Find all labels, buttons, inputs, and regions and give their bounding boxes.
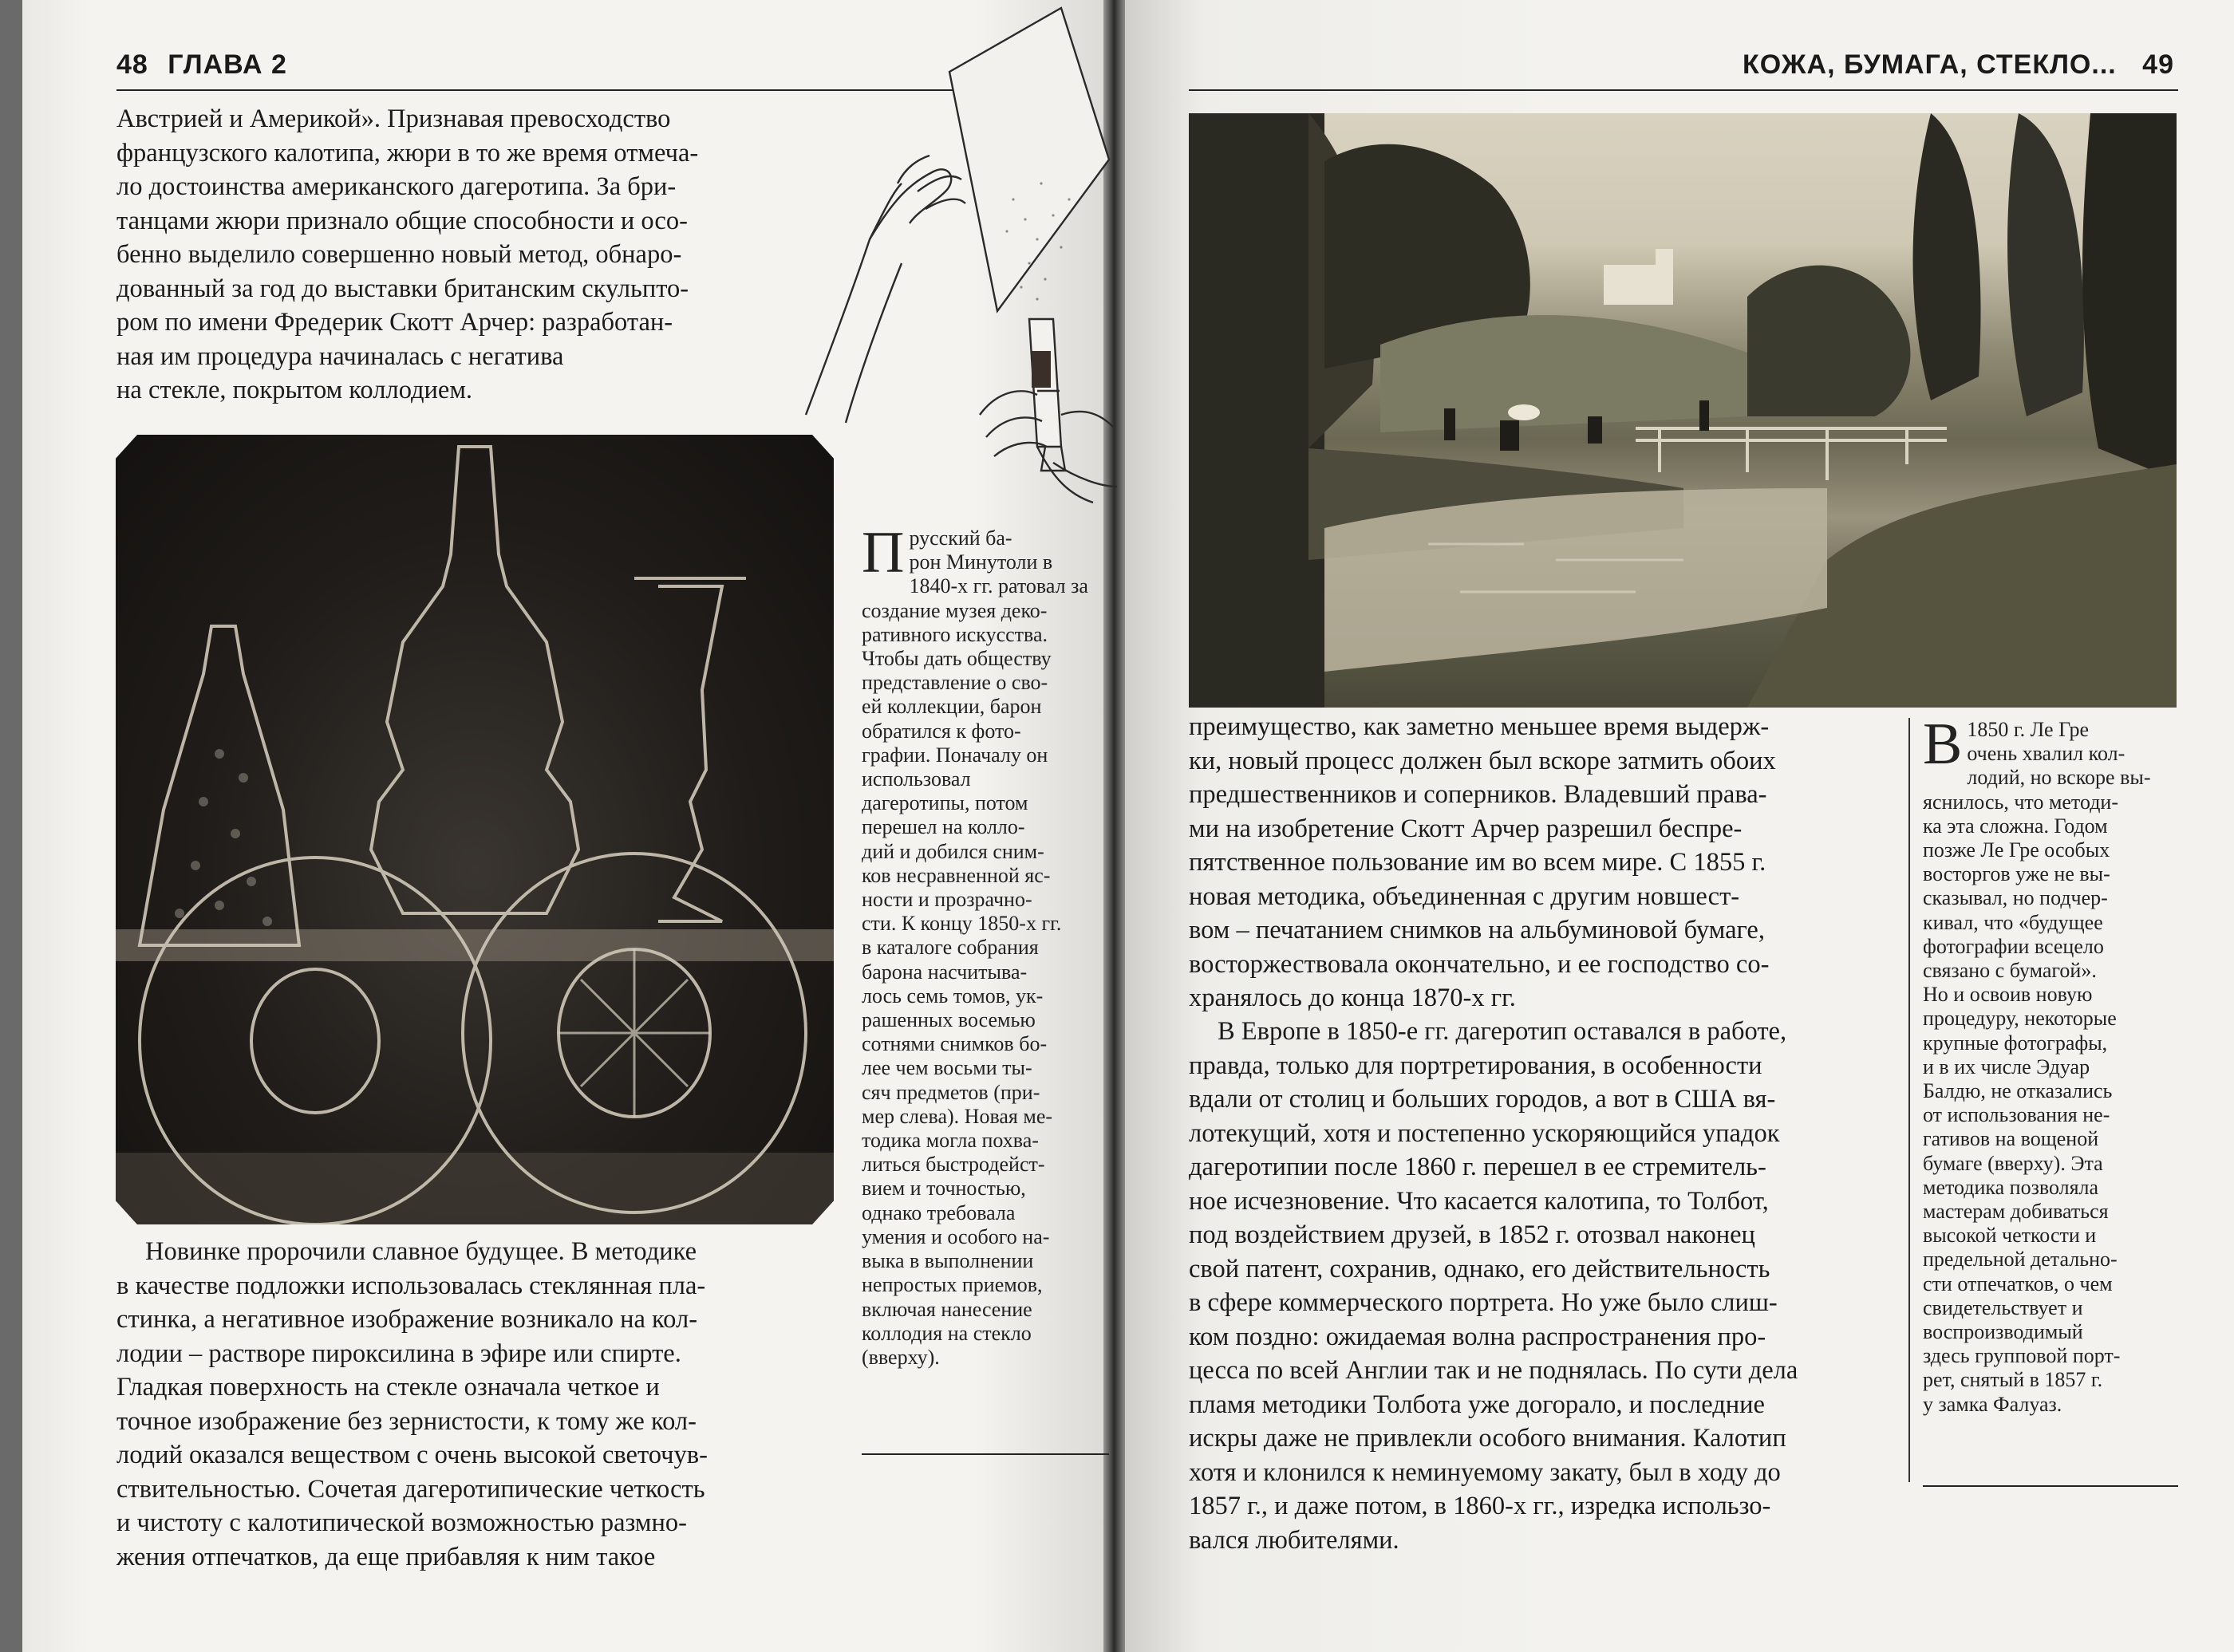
caption-line: барона насчитыва- — [862, 960, 1028, 984]
caption-line: лодий, но вскоре вы- — [1967, 766, 2151, 790]
caption-line: кивал, что «будущее — [1923, 910, 2103, 934]
text-line: дагеротипии после 1860 г. перешел в ее стремитель- — [1189, 1153, 1766, 1181]
caption-line: процедуру, некоторые — [1923, 1007, 2117, 1031]
text-line: и чистоту с калотипической возможностью размно- — [116, 1508, 687, 1537]
caption-line: мастерам добиваться — [1923, 1200, 2109, 1224]
text-line: ло достоинства американского дагеротипа. За бри- — [116, 172, 677, 201]
caption-line: ности и прозрачно- — [862, 888, 1032, 912]
caption-line: сти отпечатков, о чем — [1923, 1272, 2113, 1295]
caption-line: здесь групповой порт- — [1923, 1344, 2121, 1368]
caption-line: в каталоге собрания — [862, 936, 1039, 960]
caption-line: и в их числе Эдуар — [1923, 1055, 2090, 1078]
text-line: в качестве подложки использовалась стеклянная пла- — [116, 1271, 706, 1300]
caption-line: фотографии всецело — [1923, 934, 2104, 958]
caption-line: перешел на колло- — [862, 815, 1025, 839]
text-line: Новинке пророчили славное будущее. В методике — [145, 1237, 697, 1266]
text-line: Австрией и Америкой». Признавая превосходство — [116, 104, 671, 133]
text-line: свой патент, сохранив, однако, его действительность — [1189, 1254, 1770, 1283]
caption-line: восторгов уже не вы- — [1923, 862, 2110, 886]
caption-line: ей коллекции, барон — [862, 695, 1042, 719]
caption-line: гативов на вощеной — [1923, 1127, 2099, 1151]
running-title: КОЖА, БУМАГА, СТЕКЛО... — [1743, 49, 2117, 80]
caption-line: дагеротипы, потом — [862, 791, 1028, 815]
caption-line: рашенных восемью — [862, 1008, 1036, 1032]
text-line: ствительностью. Сочетая дагеротипические четкость — [116, 1474, 705, 1504]
caption-line: литься быстродейст- — [862, 1153, 1045, 1177]
right-header-rule — [1189, 89, 2178, 91]
text-line: искры даже не привлекли особого внимания. Калотип — [1189, 1424, 1786, 1453]
text-line: пятственное пользование им во всем мире. С 1855 г. — [1189, 848, 1766, 877]
right-caption — [1923, 712, 2186, 1417]
caption-line: высокой четкости и — [1923, 1224, 2097, 1248]
text-line: жения отпечатков, да еще прибавляя к ним такое — [116, 1542, 656, 1571]
caption-line: 1840-х гг. ратовал за — [909, 574, 1088, 598]
caption-line: использовал — [862, 767, 971, 791]
caption-line: графии. Поначалу он — [862, 743, 1048, 767]
text-line: хотя и клонился к неминуемому закату, был в ходу до — [1189, 1457, 1781, 1487]
caption-line: лее чем восьми ты- — [862, 1056, 1032, 1080]
caption-line: мер слева). Новая ме- — [862, 1104, 1053, 1128]
caption-line: однако требовала — [862, 1201, 1016, 1224]
text-line: ное исчезновение. Что касается калотипа, то Толбот, — [1189, 1186, 1769, 1216]
caption-line: сказывал, но подчер- — [1923, 886, 2108, 910]
caption-line: непростых приемов, — [862, 1273, 1043, 1297]
caption-line: сотнями снимков бо- — [862, 1032, 1048, 1056]
text-line: вдали от столиц и больших городов, а вот в США вя- — [1189, 1085, 1776, 1114]
caption-line: сяч предметов (при- — [862, 1080, 1040, 1104]
caption-line: выка в выполнении — [862, 1249, 1034, 1273]
caption-line: ративного искусства. — [862, 622, 1048, 646]
text-line: хранялось до конца 1870-х гг. — [1189, 984, 1516, 1012]
text-line: восторжествовала окончательно, и ее господство со- — [1189, 949, 1770, 979]
text-line: преимущество, как заметно меньшее время выдерж- — [1189, 712, 1770, 741]
left-caption — [862, 520, 1109, 1370]
text-line: лодии – растворе пироксилина в эфире или спирте. — [116, 1339, 681, 1368]
caption-line: методика позволяла — [1923, 1175, 2099, 1199]
text-line: стинка, а негативное изображение возникало на кол- — [116, 1305, 698, 1334]
caption-line: (вверху). — [862, 1345, 940, 1369]
left-intro-text — [116, 102, 835, 408]
caption-line: у замка Фалуаз. — [1923, 1392, 2062, 1416]
right-page-number: 49 — [2142, 49, 2174, 80]
caption-line: рон Минутоли в — [909, 550, 1053, 574]
caption-line: представление о сво- — [862, 671, 1048, 695]
caption-line: свидетельствует и — [1923, 1295, 2083, 1319]
caption-line: 1850 г. Ле Гре — [1967, 718, 2090, 741]
text-line: ми на изобретение Скотт Арчер разрешил беспре- — [1189, 814, 1743, 843]
caption-line: бумаге (вверху). Эта — [1923, 1151, 2103, 1175]
text-line: бенно выделило совершенно новый метод, обнаро- — [116, 240, 682, 269]
text-line: вался любителями. — [1189, 1525, 1399, 1555]
caption-line: тодика могла похва- — [862, 1129, 1039, 1153]
caption-line: ков несравненной яс- — [862, 863, 1051, 887]
caption-line: Но и освоив новую — [1923, 983, 2093, 1007]
caption-line: коллодия на стекло — [862, 1321, 1032, 1345]
text-line: лодий оказался веществом с очень высокой светочув- — [116, 1441, 708, 1469]
caption-line: дий и добился сним- — [862, 839, 1044, 863]
drop-cap: В — [1923, 712, 1963, 777]
text-line: ки, новый процесс должен был вскоре затмить обоих — [1189, 746, 1776, 775]
caption-line: яснилось, что методи- — [1923, 790, 2119, 814]
text-line: предшественников и соперников. Владевший права- — [1189, 780, 1767, 809]
left-main-text — [116, 1235, 858, 1574]
caption-line: ка эта сложна. Годом — [1923, 814, 2108, 838]
text-line: цесса по всей Англии так и не поднялась. По сути дела — [1189, 1356, 1798, 1385]
caption-line: предельной детально- — [1923, 1248, 2118, 1272]
text-line: вом – печатанием снимков на альбуминовой бумаге, — [1189, 916, 1765, 944]
caption-line: вием и точностью, — [862, 1177, 1026, 1201]
caption-line: включая нанесение — [862, 1297, 1032, 1321]
left-running-head — [116, 49, 287, 81]
chapter-title: ГЛАВА 2 — [168, 49, 287, 80]
caption-line: от использования не- — [1923, 1103, 2110, 1127]
right-caption-divider — [1908, 718, 1910, 1482]
text-line: под воздействием друзей, в 1852 г. отозвал наконец — [1189, 1220, 1755, 1249]
text-line: новая методика, объединенная с другим новшест- — [1189, 881, 1740, 911]
text-line: лотекущий, хотя и постепенно ускоряющийся упадок — [1189, 1118, 1780, 1148]
right-caption-rule — [1923, 1485, 2178, 1487]
text-line: точное изображение без зернистости, к тому же кол- — [116, 1406, 697, 1436]
text-line: Гладкая поверхность на стекле означала четкое и — [116, 1373, 660, 1402]
glassware-photo — [116, 435, 834, 1224]
text-line: ком поздно: ожидаемая волна распространения про- — [1189, 1322, 1766, 1351]
right-running-head — [1743, 49, 2174, 81]
text-line: дованный за год до выставки британским скульпто- — [116, 274, 689, 303]
caption-line: сти. К концу 1850-х гг. — [862, 912, 1062, 936]
caption-line: лось семь томов, ук- — [862, 984, 1044, 1007]
caption-line: Балдю, не отказались — [1923, 1079, 2113, 1103]
caption-line: рет, снятый в 1857 г. — [1923, 1368, 2103, 1392]
right-paragraph-2 — [1189, 1015, 1883, 1557]
caption-line: Чтобы дать обществу — [862, 647, 1052, 671]
left-caption-rule — [862, 1453, 1109, 1455]
caption-line: создание музея деко- — [862, 598, 1048, 622]
hand-plate-sketch — [798, 0, 1117, 511]
caption-line: позже Ле Гре особых — [1923, 838, 2110, 862]
text-line: ная им процедура начиналась с негатива — [116, 341, 564, 371]
caption-line: связано с бумагой». — [1923, 959, 2097, 983]
text-line: танцами жюри признало общие способности и осо- — [116, 206, 688, 235]
right-paragraph-1 — [1189, 710, 1883, 1015]
caption-line: воспроизводимый — [1923, 1320, 2083, 1344]
left-page-number: 48 — [116, 49, 148, 80]
text-line: 1857 г., и даже потом, в 1860-х гг., изредка использо- — [1189, 1492, 1771, 1520]
text-line: в сфере коммерческого портрета. Но уже было слиш- — [1189, 1288, 1778, 1317]
caption-line: русский ба- — [909, 526, 1012, 550]
text-line: французского калотипа, жюри в то же время отмеча- — [116, 138, 699, 168]
caption-line: умения и особого на- — [862, 1224, 1050, 1248]
chateau-group-photo — [1189, 113, 2177, 708]
drop-cap: П — [862, 520, 905, 585]
caption-line: крупные фотографы, — [1923, 1031, 2108, 1055]
text-line: правда, только для портретирования, в особенности — [1189, 1051, 1762, 1080]
text-line: на стекле, покрытом коллодием. — [116, 376, 473, 404]
caption-line: обратился к фото- — [862, 719, 1021, 743]
text-line: пламя методики Толбота уже догорало, и последние — [1189, 1390, 1765, 1419]
caption-line: очень хвалил кол- — [1967, 742, 2125, 766]
text-line: В Европе в 1850-е гг. дагеротип оставался в работе, — [1218, 1017, 1787, 1046]
text-line: ром по имени Фредерик Скотт Арчер: разработан- — [116, 308, 673, 337]
